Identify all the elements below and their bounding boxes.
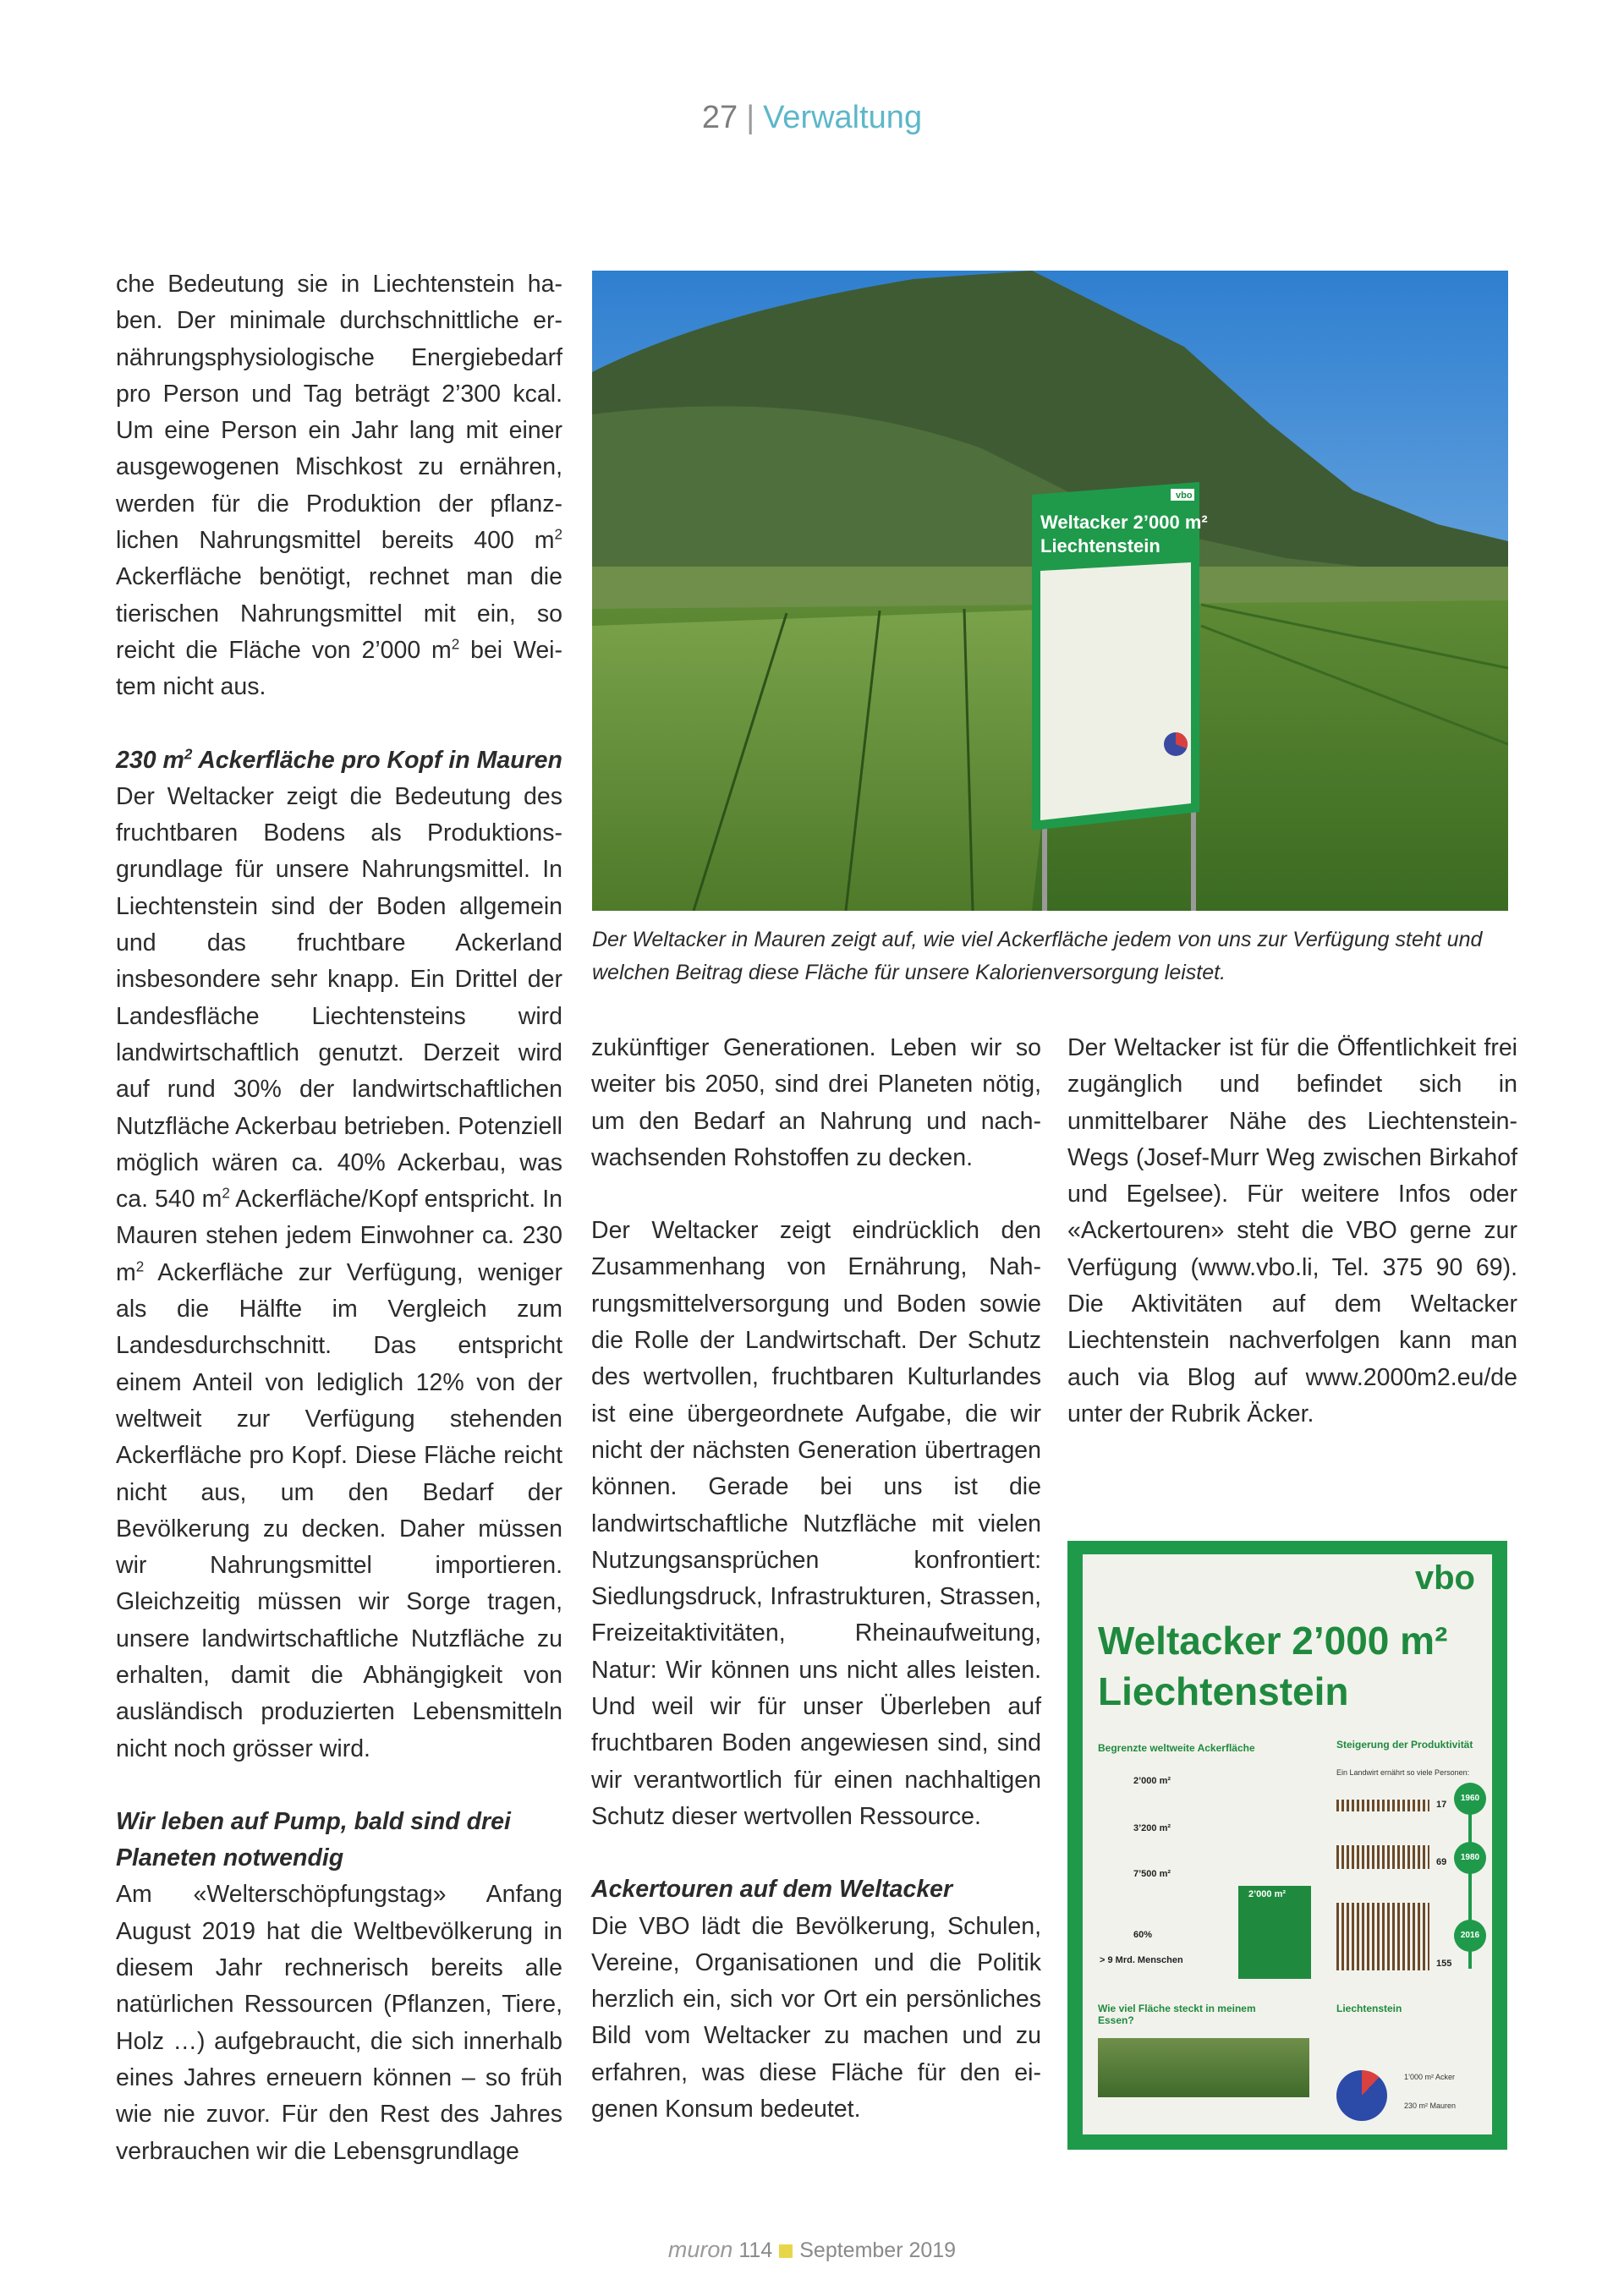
magazine-brand: muron bbox=[667, 2237, 733, 2262]
section-title: Verwaltung bbox=[763, 100, 923, 135]
paragraph: Der Weltacker zeigt eindrücklich den Zusammenhang von Ernährung, Nahrungsmittelversorgung und Boden sowie die Rolle der Landwirtschaft. Der Schutz des wertvollen, fruchtbaren Kulturlandes ist eine übergeordnete Aufgabe, die wir nicht der nächsten Generation übertragen können. Gerade bei uns ist die landwirtschaftliche Nutzfläche mit vielen Nutzungsansprüchen konfrontiert: Siedlungsdruck, Infrastrukturen, Strassen, Freizeitaktivitäten, Rheinaufweitung, Natur: Wir können uns nicht alles leisten. Und weil wir für unser Überleben auf fruchtbaren Boden angewiesen sind, sind wir verantwortlich für einen nachhaltigen Schutz dieser wertvollen Ressource. bbox=[591, 1217, 1041, 1830]
year-badge: 1960 bbox=[1454, 1783, 1486, 1815]
subheading: Ackertouren auf dem Weltacker bbox=[591, 1876, 953, 1904]
paragraph: zukünftiger Generationen. Leben wir so weiter bis 2050, sind drei Planeten nötig, um den Bedarf an Nahrung und nachwachsenden Rohstoffen zu decken. bbox=[591, 1034, 1041, 1171]
paragraph: Die VBO lädt die Bevölkerung, Schulen, Vereine, Organisationen und die Politik herzlich ein, sich vor Ort ein persönliches Bild vom Weltacker zu machen und zu erfahren, was diese Fläche für den eigenen Konsum bedeutet. bbox=[591, 1912, 1041, 2123]
issue-number: 114 bbox=[738, 2238, 773, 2262]
poster-value: > 9 Mrd. Menschen bbox=[1100, 1955, 1183, 1965]
footer-square bbox=[779, 2244, 793, 2258]
subheading: Wir leben auf Pump, bald sind drei Planeten notwendig bbox=[116, 1807, 511, 1872]
subheading: 230 $m^2$ Ackerfläche pro Kopf in Mauren bbox=[116, 746, 562, 774]
poster-value: 60% bbox=[1133, 1930, 1153, 1940]
food-field-photo bbox=[1098, 2038, 1309, 2097]
paragraph: Am «Welterschöpfungstag» Anfang August 2019 hat die Weltbevölkerung in diesem Jahr rechnerisch bereits alle natürlichen Ressourcen (Pflanzen, Tiere, Holz …) aufgebraucht, die sich innerhalb eines Jahres erneuern können – so früh wie nie zuvor. Für den Rest des Jahres verbrauchen wir die Lebensgrundlage bbox=[116, 1881, 562, 2165]
poster-value: 3’200 m² bbox=[1133, 1823, 1171, 1833]
paragraph: Der Weltacker zeigt die Bedeutung des fruchtbaren Bodens als Produktionsgrundlage für unsere Nahrungsmittel. In Liechtenstein sind der Boden allgemein und das fruchtbare Ackerland insbesondere sehr knapp. Ein Drittel der Landesfläche Liechtensteins wird landwirtschaftlich genutzt. Derzeit wird auf rund 30% der landwirtschaftlichen Nutzfläche Ackerbau betrieben. Potenziell möglich wären ca. 40% Ackerbau, was ca. 540 $m^2$ Ackerfläche/Kopf entspricht. In Mauren stehen jedem Einwohner ca. 230 $m^2$ Ackerfläche zur Verfügung, weniger als die Hälfte im Vergleich zum Landesdurchschnitt. Das entspricht einem Anteil von lediglich 12% von der weltweit zur Verfügung stehenden Ackerfläche pro Kopf. Diese Fläche reicht nicht aus, um den Bedarf der Bevölkerung zu decken. Daher müssen wir Nahrungsmittel importieren. Gleichzeitig müssen wir Sorge tragen, unsere landwirtschaftliche Nutzfläche zu erhalten, damit die Abhängigkeit von ausländisch produzierten Lebensmitteln nicht noch grösser wird. bbox=[116, 782, 562, 1762]
persons-count: 17 bbox=[1436, 1800, 1447, 1810]
page-header bbox=[0, 100, 1624, 136]
photo-caption: Der Weltacker in Mauren zeigt auf, wie viel Ackerfläche jedem von uns zur Verfügung steht und welchen Beitrag diese Fläche für unsere Kalorienversorgung leistet. bbox=[592, 928, 1483, 984]
column-middle bbox=[591, 1030, 1041, 2128]
people-row bbox=[1336, 1800, 1429, 1811]
pie-chart bbox=[1336, 2070, 1387, 2121]
field-label: 2’000 m² bbox=[1248, 1889, 1287, 1899]
year-badge: 1980 bbox=[1454, 1842, 1486, 1874]
poster-right-sub: Ein Landwirt ernährt so viele Personen: bbox=[1336, 1768, 1470, 1777]
people-row bbox=[1336, 1903, 1429, 1970]
year-badge: 2016 bbox=[1454, 1920, 1486, 1952]
sign-title-line1: Weltacker 2’000 m² bbox=[1040, 512, 1208, 533]
persons-count: 155 bbox=[1436, 1959, 1452, 1969]
people-row bbox=[1336, 1845, 1429, 1869]
page-number: 27 bbox=[701, 100, 738, 135]
poster-right-heading: Steigerung der Produktivität bbox=[1336, 1739, 1473, 1751]
poster-value: 2’000 m² bbox=[1133, 1776, 1171, 1786]
paragraph: che Bedeutung sie in Liechtenstein haben. Der minimale durchschnittliche ernährungsphysiologische Energiebedarf pro Person und Tag beträgt 2’300 kcal. Um eine Person ein Jahr lang mit einer ausgewogenen Mischkost zu ernähren, werden für die Produktion der pflanzlichen Nahrungsmittel bereits 400 $m^2$ Ackerfläche benötigt, rechnet man die tierischen Nahrungsmittel mit ein, so reicht die Fläche von 2’000 $m^2$ bei Weitem nicht aus. bbox=[116, 271, 563, 701]
weltacker-photo bbox=[592, 271, 1508, 911]
poster-bottom-left-heading: Wie viel Fläche steckt in meinem Essen? bbox=[1098, 2003, 1256, 2026]
pie-label: 230 m² Mauren bbox=[1404, 2101, 1457, 2110]
column-right bbox=[1067, 1030, 1517, 1433]
poster-title: Weltacker 2’000 m² Liechtenstein bbox=[1098, 1619, 1448, 1713]
column-left bbox=[116, 266, 562, 2170]
persons-count: 69 bbox=[1436, 1857, 1447, 1867]
poster-left-heading: Begrenzte weltweite Ackerfläche bbox=[1098, 1742, 1255, 1754]
vbo-logo: vbo bbox=[1414, 1559, 1475, 1597]
page-footer bbox=[0, 2237, 1624, 2263]
sign-logo: vbo bbox=[1176, 490, 1193, 501]
field-graphic bbox=[1238, 1886, 1311, 1979]
pie-label: 1’000 m² Acker bbox=[1404, 2073, 1456, 2081]
issue-date: September 2019 bbox=[799, 2238, 957, 2262]
paragraph: Der Weltacker ist für die Öffentlichkeit frei zugänglich und befindet sich in unmittelbarer Nähe des Liechtenstein-Wegs (Josef-Murr Weg zwischen Birkahof und Egelsee). Für weitere Infos oder «Ackertouren» steht die VBO gerne zur Verfügung (www.vbo.li, Tel. 375 90 69). Die Aktivitäten auf dem Weltacker Liechtenstein nachverfolgen kann man auch via Blog auf www.2000m2.eu/de unter der Rubrik Äcker. bbox=[1067, 1034, 1517, 1427]
header-separator: | bbox=[746, 100, 755, 135]
poster-bottom-right-heading: Liechtenstein bbox=[1336, 2003, 1402, 2014]
weltacker-poster bbox=[1067, 1541, 1507, 2150]
sign-title-line2: Liechtenstein bbox=[1040, 535, 1160, 556]
poster-value: 7’500 m² bbox=[1133, 1869, 1171, 1879]
